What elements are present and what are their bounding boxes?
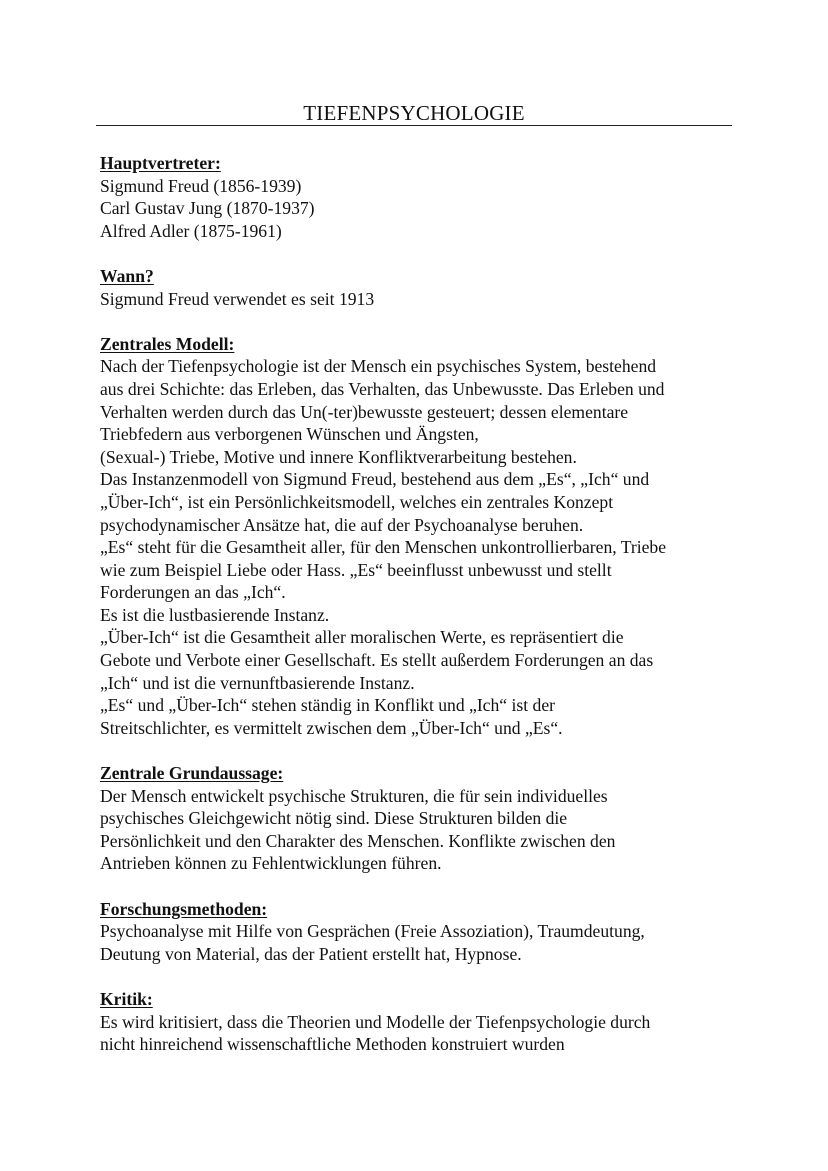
body-line: Streitschlichter, es vermittelt zwischen dem „Über-Ich“ und „Es“. bbox=[100, 717, 563, 738]
section-wann bbox=[100, 265, 740, 310]
body-line: Es wird kritisiert, dass die Theorien und Modelle der Tiefenpsychologie durch bbox=[100, 1011, 651, 1032]
body-line: „Über-Ich“ ist die Gesamtheit aller moralischen Werte, es repräsentiert die bbox=[100, 627, 624, 648]
section-heading: Zentrales Modell: bbox=[100, 333, 235, 354]
body-line: Sigmund Freud (1856-1939) bbox=[100, 175, 302, 196]
body-line: Persönlichkeit und den Charakter des Menschen. Konflikte zwischen den bbox=[100, 830, 616, 851]
body-line: Antrieben können zu Fehlentwicklungen führen. bbox=[100, 853, 442, 874]
title-divider bbox=[96, 125, 732, 126]
body-line: Das Instanzenmodell von Sigmund Freud, bestehend aus dem „Es“, „Ich“ und bbox=[100, 469, 650, 490]
body-line: Triebfedern aus verborgenen Wünschen und Ängsten, bbox=[100, 424, 479, 445]
body-line: Deutung von Material, das der Patient erstellt hat, Hypnose. bbox=[100, 943, 522, 964]
body-line: psychodynamischer Ansätze hat, die auf der Psychoanalyse beruhen. bbox=[100, 514, 584, 535]
body-line: nicht hinreichend wissenschaftliche Methoden konstruiert wurden bbox=[100, 1034, 565, 1055]
body-line: Verhalten werden durch das Un(-ter)bewusste gesteuert; dessen elementare bbox=[100, 401, 629, 422]
body-line: Gebote und Verbote einer Gesellschaft. Es stellt außerdem Forderungen an das bbox=[100, 650, 654, 671]
body-line: Es ist die lustbasierende Instanz. bbox=[100, 604, 330, 625]
body-line: wie zum Beispiel Liebe oder Hass. „Es“ beeinflusst unbewusst und stellt bbox=[100, 559, 612, 580]
body-line: Carl Gustav Jung (1870-1937) bbox=[100, 198, 315, 219]
section-heading: Zentrale Grundaussage: bbox=[100, 763, 284, 784]
body-line: Nach der Tiefenpsychologie ist der Mensch ein psychisches System, bestehend bbox=[100, 356, 657, 377]
section-forschungsmethoden bbox=[100, 898, 740, 966]
body-line: Alfred Adler (1875-1961) bbox=[100, 220, 282, 241]
body-line: „Über-Ich“, ist ein Persönlichkeitsmodell, welches ein zentrales Konzept bbox=[100, 491, 614, 512]
body-line: Der Mensch entwickelt psychische Strukturen, die für sein individuelles bbox=[100, 785, 608, 806]
section-heading: Hauptvertreter: bbox=[100, 153, 221, 173]
body-line: Forderungen an das „Ich“. bbox=[100, 582, 286, 603]
body-line: aus drei Schichte: das Erleben, das Verhalten, das Unbewusste. Das Erleben und bbox=[100, 378, 665, 399]
section-zentrales-modell bbox=[100, 333, 740, 740]
body-line: psychisches Gleichgewicht nötig sind. Diese Strukturen bilden die bbox=[100, 808, 568, 829]
section-heading: Wann? bbox=[100, 265, 154, 286]
page-title: TIEFENPSYCHOLOGIE bbox=[303, 101, 525, 125]
body-line: „Es“ und „Über-Ich“ stehen ständig in Konflikt und „Ich“ ist der bbox=[100, 695, 555, 716]
body-line: Psychoanalyse mit Hilfe von Gesprächen (Freie Assoziation), Traumdeutung, bbox=[100, 921, 645, 942]
section-heading: Forschungsmethoden: bbox=[100, 898, 268, 919]
body-line: Sigmund Freud verwendet es seit 1913 bbox=[100, 288, 375, 309]
section-kritik bbox=[100, 988, 740, 1056]
section-zentrale-grundaussage bbox=[100, 762, 740, 875]
body-line: (Sexual-) Triebe, Motive und innere Konfliktverarbeitung bestehen. bbox=[100, 446, 577, 467]
document-body bbox=[100, 152, 740, 1078]
section-hauptvertreter bbox=[100, 152, 740, 242]
body-line: „Es“ steht für die Gesamtheit aller, für den Menschen unkontrollierbaren, Triebe bbox=[100, 537, 667, 558]
section-heading: Kritik: bbox=[100, 988, 153, 1009]
body-line: „Ich“ und ist die vernunftbasierende Instanz. bbox=[100, 672, 415, 693]
